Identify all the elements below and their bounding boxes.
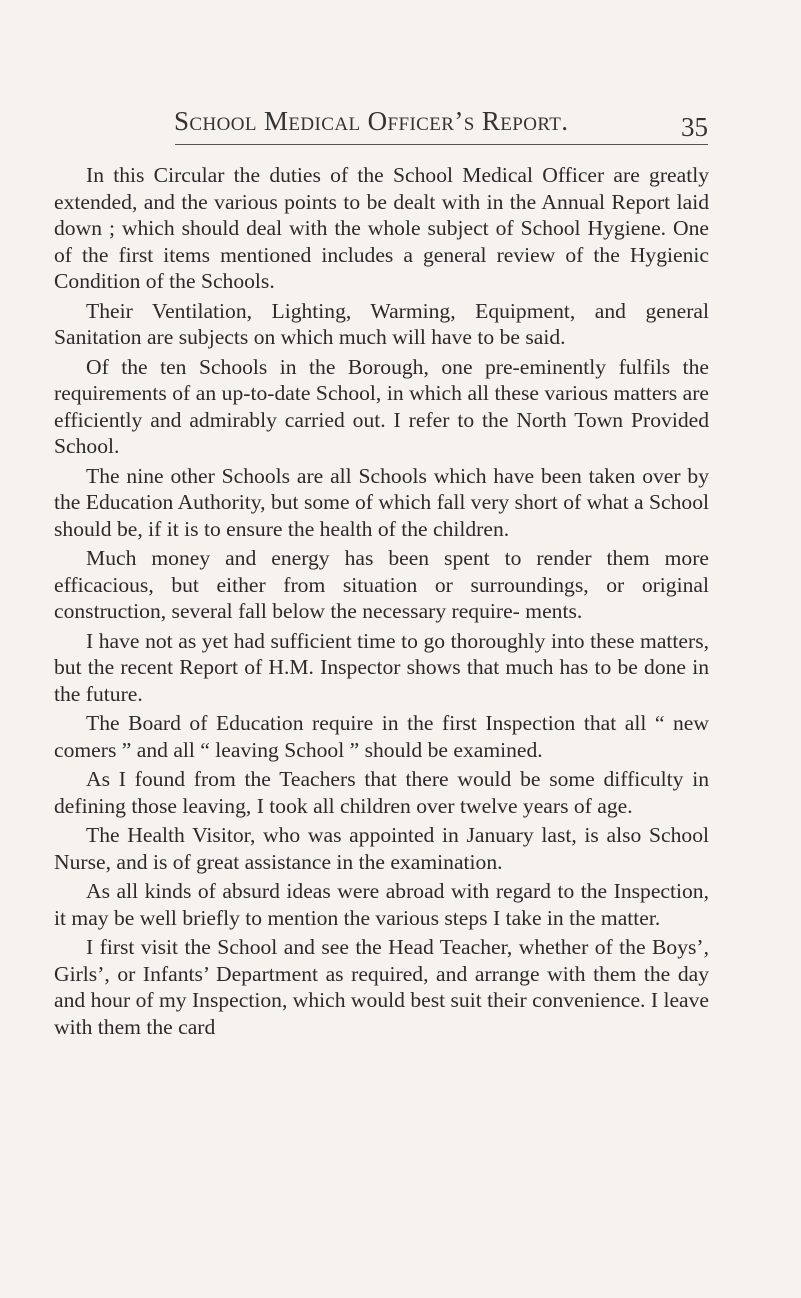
paragraph: The nine other Schools are all Schools which have been taken over by the Education Authority, but some of which fall very short of what a School should be, if it is to ensure the health of the children. [54, 463, 709, 541]
running-head [174, 103, 714, 142]
page-number: 35 [681, 112, 708, 142]
paragraph: I first visit the School and see the Head Teacher, whether of the Boys’, Girls’, or Infants’ Department as required, and arrange with them the day and hour of my Inspection, which would best suit their convenience. I leave with them the card [54, 935, 709, 1039]
paragraph: The Board of Education require in the first Inspection that all “ new comers ” and all “ leaving School ” should be examined. [54, 711, 709, 762]
paragraph: As I found from the Teachers that there would be some difficulty in defining those leaving, I took all children over twelve years of age. [54, 767, 709, 818]
paragraph: I have not as yet had sufficient time to go thoroughly into these matters, but the recent Report of H.M. Inspector shows that much has to be done in the future. [54, 628, 709, 706]
paragraph: Much money and energy has been spent to render them more efficacious, but either from situation or surroundings, or original construction, several fall below the necessary require- ments. [54, 546, 709, 623]
paragraph: As all kinds of absurd ideas were abroad with regard to the Inspection, it may be well briefly to mention the various steps I take in the matter. [54, 879, 709, 930]
running-title: School Medical Officer’s Report. [174, 106, 569, 136]
header-rule [175, 144, 708, 145]
paragraph: In this Circular the duties of the School Medical Officer are greatly extended, and the various points to be dealt with in the Annual Report laid down ; which should deal with the whole subject of School Hygiene. One of the first items mentioned includes a general review of the Hygienic Condition of the Schools. [54, 163, 709, 293]
paragraph: The Health Visitor, who was appointed in January last, is also School Nurse, and is of great assistance in the examination. [54, 823, 709, 874]
paragraph: Their Ventilation, Lighting, Warming, Equipment, and general Sanitation are subjects on which much will have to be said. [54, 298, 709, 349]
body-text [54, 162, 709, 1040]
paragraph: Of the ten Schools in the Borough, one pre-eminently fulfils the requirements of an up-to-date School, in which all these various matters are efficiently and admirably carried out. I refer to the North Town Provided School. [54, 354, 709, 458]
